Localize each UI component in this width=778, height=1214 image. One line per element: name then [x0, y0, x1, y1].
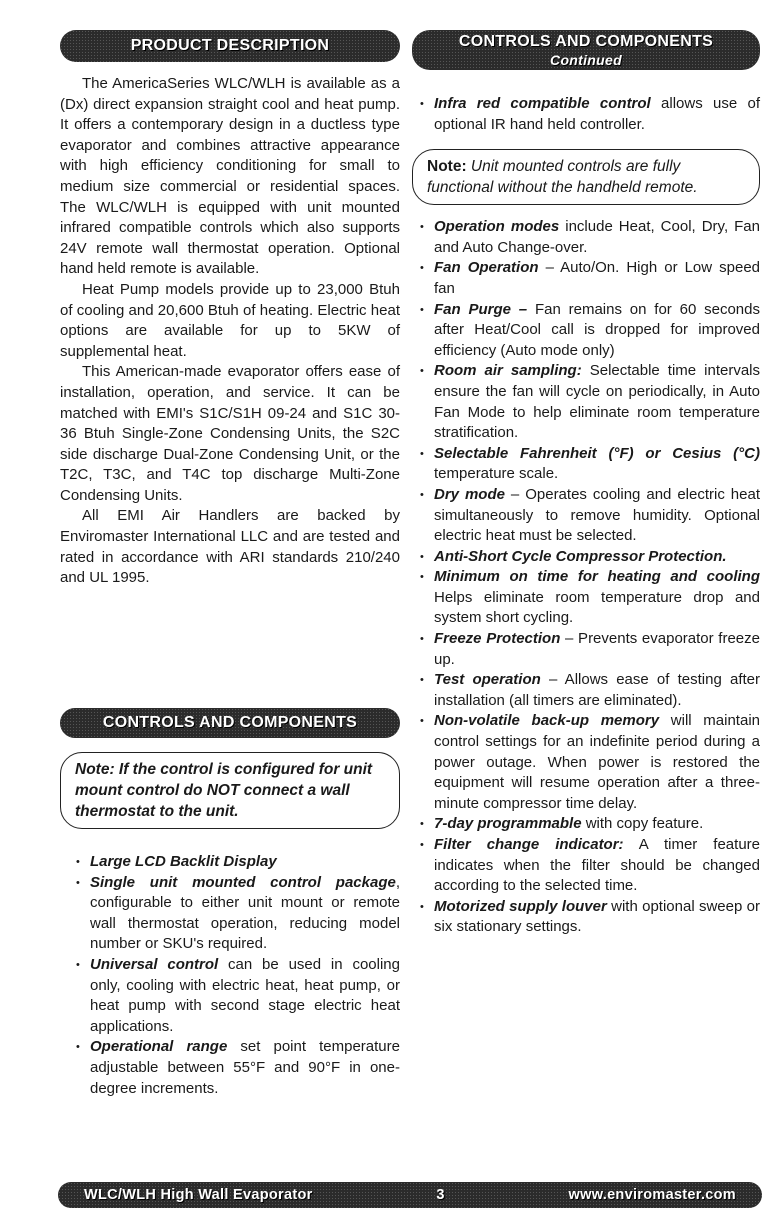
list-item: • Large LCD Backlit Display: [68, 852, 400, 873]
footer-title: WLC/WLH High Wall Evaporator: [84, 1187, 313, 1203]
list-item: • Operation modes include Heat, Cool, Dry, Fan and Auto Change-over.: [412, 217, 760, 258]
right-column: [412, 30, 760, 938]
list-item: • Single unit mounted control package, configurable to either unit mount or remote wall thermostat operation, reducing model number or SKU's required.: [68, 873, 400, 955]
list-item: • Dry mode – Operates cooling and electric heat simultaneously to remove humidity. Optional electric heat must be selected.: [412, 485, 760, 547]
controls-continued-heading: [412, 30, 760, 70]
list-item: • Filter change indicator: A timer feature indicates when the filter should be changed according to the selected time.: [412, 835, 760, 897]
page-footer: [58, 1182, 762, 1208]
footer-url: www.enviromaster.com: [568, 1187, 736, 1203]
list-item: • Minimum on time for heating and cooling Helps eliminate room temperature drop and system short cycling.: [412, 567, 760, 629]
list-item: • Operational range set point temperature adjustable between 55°F and 90°F in one-degree increments.: [68, 1037, 400, 1099]
paragraph: All EMI Air Handlers are backed by Enviromaster International LLC and are tested and rated in accordance with ARI standards 210/240 and UL 1995.: [60, 507, 400, 587]
list-item: • Non-volatile back-up memory will maintain control settings for an indefinite period during a power outage. When power is restored the equipment will resume operation after a three-minute compressor time delay.: [412, 711, 760, 814]
page-number: 3: [436, 1187, 445, 1203]
list-item: • Selectable Fahrenheit (°F) or Cesius (°C) temperature scale.: [412, 444, 760, 485]
list-item: • Fan Purge – Fan remains on for 60 seconds after Heat/Cool call is dropped for improved efficiency (Auto mode only): [412, 300, 760, 362]
list-item: • Motorized supply louver with optional sweep or six stationary settings.: [412, 897, 760, 938]
paragraph: The AmericaSeries WLC/WLH is available as a (Dx) direct expansion straight cool and heat pump. It offers a contemporary design in a ductless type evaporator and combines attractive appearance with high efficiency conditioning for small to medium size commercial or residential spaces. The WLC/WLH is equipped with unit mounted infrared compatible controls which also supports 24V remote wall thermostat operation. Optional hand held remote is available.: [60, 75, 400, 278]
ir-item: [412, 94, 760, 135]
list-item: • Anti-Short Cycle Compressor Protection.: [412, 547, 760, 568]
unit-controls-note: [412, 149, 760, 205]
product-description-body: [60, 74, 400, 589]
note-text: Unit mounted controls are fully functional without the handheld remote.: [427, 158, 698, 197]
list-item: • 7-day programmable with copy feature.: [412, 814, 760, 835]
list-item: • Test operation – Allows ease of testing after installation (all timers are eliminated).: [412, 670, 760, 711]
controls-heading: CONTROLS AND COMPONENTS: [60, 708, 400, 738]
product-description-heading: PRODUCT DESCRIPTION: [60, 30, 400, 62]
heading-text: CONTROLS AND COMPONENTS: [458, 33, 714, 50]
list-item: • Universal control can be used in cooling only, cooling with electric heat, heat pump, or heat pump with second stage electric heat applications.: [68, 955, 400, 1037]
paragraph: Heat Pump models provide up to 23,000 Btuh of cooling and 20,600 Btuh of heating. Electric heat options are available for up to 5KW of supplemental heat.: [60, 280, 400, 360]
controls-list: [68, 852, 400, 1099]
heading-subtitle: Continued: [550, 52, 622, 68]
list-item: • Freeze Protection – Prevents evaporator freeze up.: [412, 629, 760, 670]
controls-note: Note: If the control is configured for unit mount control do NOT connect a wall thermostat to the unit.: [60, 752, 400, 829]
left-column: [60, 30, 400, 1097]
note-label: Note:: [427, 158, 467, 176]
list-item: • Fan Operation – Auto/On. High or Low speed fan: [412, 258, 760, 299]
list-item: • Room air sampling: Selectable time intervals ensure the fan will cycle on periodically, in Auto Fan Mode to help eliminate room temperature stratification.: [412, 361, 760, 443]
list-item: • Infra red compatible control allows use of optional IR hand held controller.: [412, 94, 760, 135]
paragraph: This American-made evaporator offers ease of installation, operation, and service. It can be matched with EMI's S1C/S1H 09-24 and S1C 30-36 Btuh Single-Zone Condensing Units, the S2C side discharge Dual-Zone Condensing Unit, or the T2C, T3C, and T4C top discharge Multi-Zone Condensing Units.: [60, 363, 400, 504]
controls-continued-list: [412, 217, 760, 938]
